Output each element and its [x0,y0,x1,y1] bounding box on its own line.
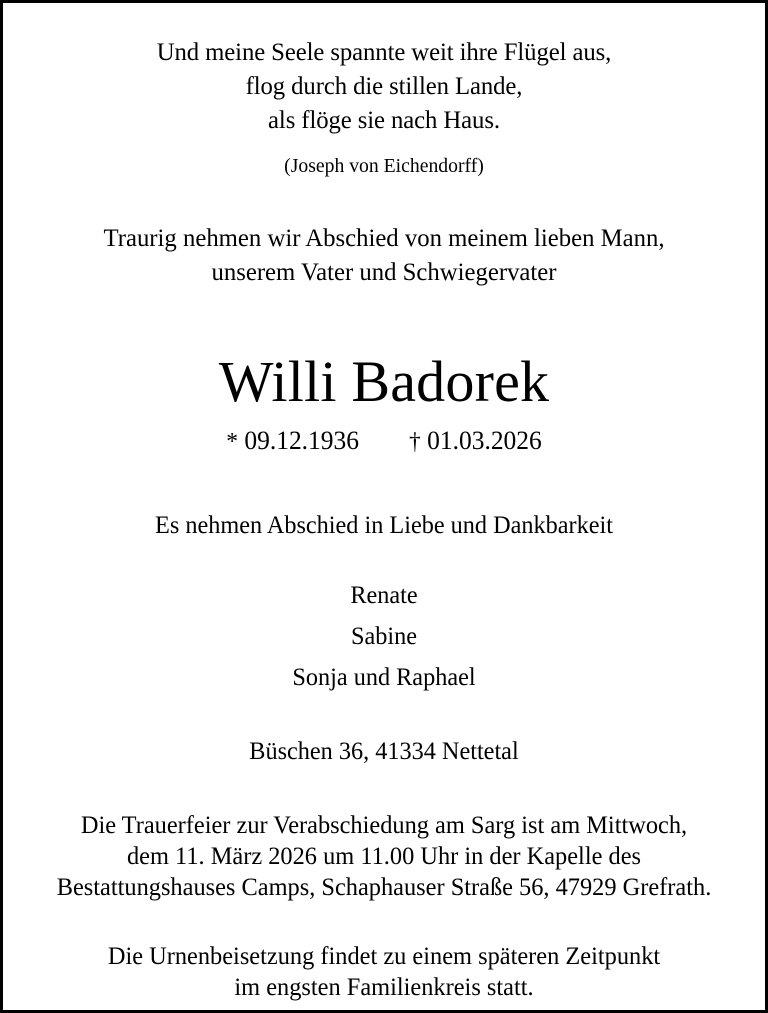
life-dates [32,425,736,458]
intro-line-2: unserem Vater und Schwiegervater [211,257,557,286]
mourning-lead-text: Es nehmen Abschied in Liebe und Dankbarkeit [155,512,613,539]
service-line-2: dem 11. März 2026 um 11.00 Uhr in der Kapelle des [126,843,642,870]
deceased-name: Willi Badorek [218,349,550,414]
poem-block [36,35,732,137]
mourner-item: Sabine [350,623,417,650]
mourner-item: Sonja und Raphael [292,664,476,691]
mourner-item: Renate [350,582,418,609]
birth-date: 09.12.1936 [244,426,360,455]
death-date: 01.03.2026 [427,426,542,455]
closing-line-1: Die Urnenbeisetzung findet zu einem späteren Zeitpunkt [107,943,661,970]
service-details-block [34,810,734,903]
service-line-3: Bestattungshauses Camps, Schaphauser Straße 56, 47929 Grefrath. [56,874,712,901]
closing-note-block [34,941,734,1003]
mourner-list [25,575,743,698]
poem-line-3: als flöge sie nach Haus. [268,105,500,134]
intro-line-1: Traurig nehmen wir Abschied von meinem lieben Mann, [103,223,665,252]
birth-star-icon: * [226,429,238,455]
death-cross-icon: † [408,429,421,455]
intro-block [36,221,732,289]
poem-line-1: Und meine Seele spannte weit ihre Flügel aus, [156,37,612,66]
service-line-1: Die Trauerfeier zur Verabschiedung am Sarg ist am Mittwoch, [80,812,688,839]
closing-line-2: im engsten Familienkreis statt. [234,974,534,1001]
obituary-content [3,3,765,1003]
family-address: Büschen 36, 41334 Nettetal [249,738,519,765]
poem-attribution: (Joseph von Eichendorff) [284,155,484,177]
poem-line-2: flog durch die stillen Lande, [245,71,523,100]
